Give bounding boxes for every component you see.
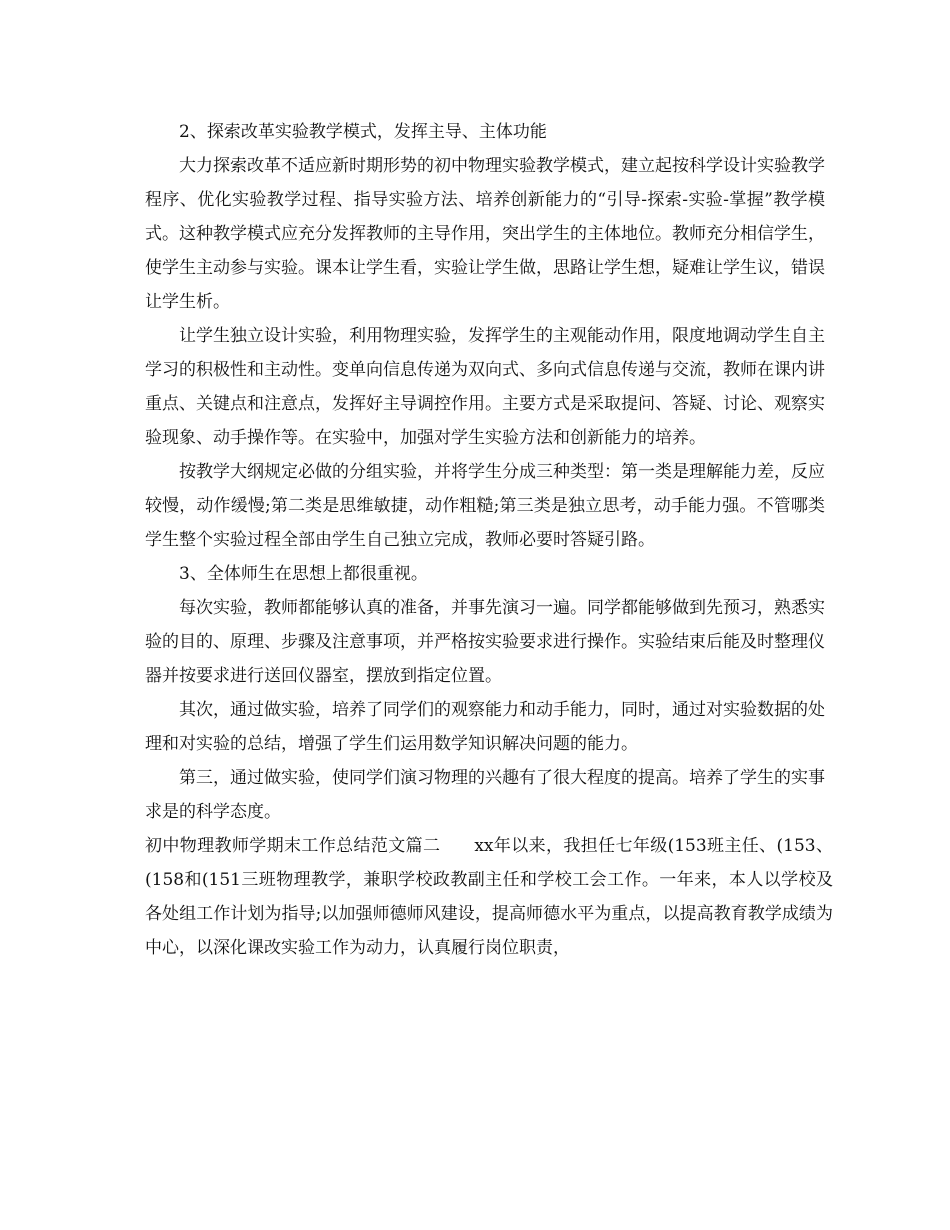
section-body: xx年以来，我担任七年级(153班主任、(153、(158和(151三班物理教学，兼职学校政教副主任和学校工会工作。一年来，本人以学校及各处组工作计划为指导;以加强师德师风建设，提高师德水平为重点，以提高教育教学成绩为中心，以深化课改实验工作为动力，认真履行岗位职责， [145, 836, 833, 958]
heading-explore-reform: 2、探索改革实验教学模式，发挥主导、主体功能 [179, 122, 547, 142]
document-body [145, 115, 833, 965]
paragraph-teaching-model: 大力探索改革不适应新时期形势的初中物理实验教学模式，建立起按科学设计实验教学程序、优化实验教学过程、指导实验方法、培养创新能力的“引导-探索-实验-掌握”教学模式。这种教学模式应充分发挥教师的主导作用，突出学生的主体地位。教师充分相信学生，使学生主动参与实验。课本让学生看，实验让学生做，思路让学生想，疑难让学生议，错误让学生析。 [145, 156, 825, 312]
paragraph-group-experiments: 按教学大纲规定必做的分组实验，并将学生分成三种类型：第一类是理解能力差，反应较慢，动作缓慢;第二类是思维敏捷，动作粗糙;第三类是独立思考，动手能力强。不管哪类学生整个实验过程全部由学生自己独立完成，教师必要时答疑引路。 [145, 462, 825, 550]
heading-teachers-students-attention: 3、全体师生在思想上都很重视。 [179, 564, 428, 584]
section-title: 初中物理教师学期末工作总结范文篇二 [145, 836, 441, 856]
paragraph-each-experiment: 每次实验，教师都能够认真的准备，并事先演习一遍。同学都能够做到先预习，熟悉实验的目的、原理、步骤及注意事项，并严格按实验要求进行操作。实验结束后能及时整理仪器并按要求进行送回仪器室，摆放到指定位置。 [145, 598, 825, 686]
paragraph-secondly: 其次，通过做实验，培养了同学们的观察能力和动手能力，同时，通过对实验数据的处理和对实验的总结，增强了学生们运用数学知识解决问题的能力。 [145, 700, 825, 754]
paragraph-thirdly: 第三，通过做实验，使同学们演习物理的兴趣有了很大程度的提高。培养了学生的实事求是的科学态度。 [145, 768, 825, 822]
paragraph-section-two [145, 829, 833, 965]
paragraph-independent-design: 让学生独立设计实验，利用物理实验，发挥学生的主观能动作用，限度地调动学生自主学习的积极性和主动性。变单向信息传递为双向式、多向式信息传递与交流，教师在课内讲重点、关键点和注意点，发挥好主导调控作用。主要方式是采取提问、答疑、讨论、观察实验现象、动手操作等。在实验中，加强对学生实验方法和创新能力的培养。 [145, 326, 825, 448]
